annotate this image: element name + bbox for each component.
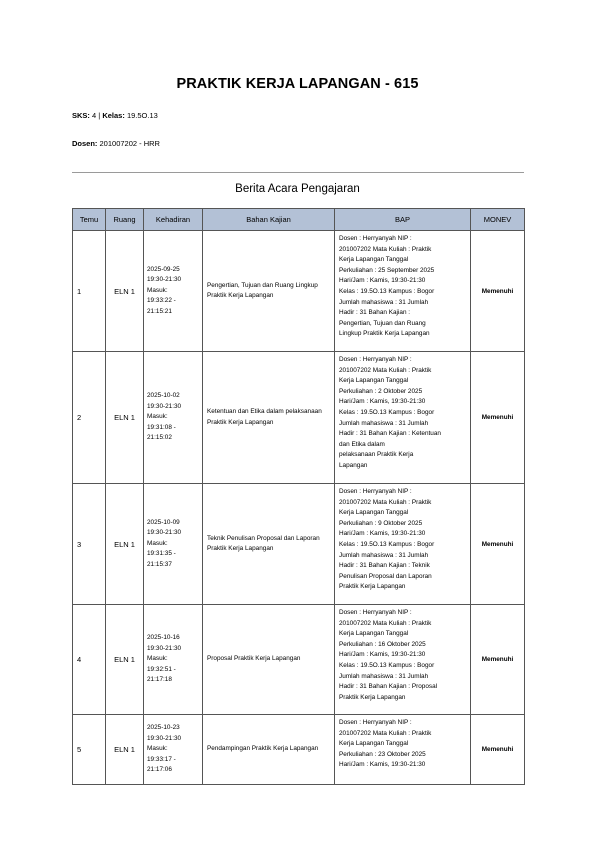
kehadiran-line: Masuk: bbox=[147, 286, 168, 294]
kehadiran-cell bbox=[144, 352, 203, 484]
bap-cell bbox=[335, 231, 471, 352]
bap-line: Pengertian, Tujuan dan Ruang bbox=[339, 319, 426, 327]
kehadiran-line: 19:30-21:30 bbox=[147, 276, 182, 284]
bahan-kajian-cell bbox=[203, 231, 335, 352]
divider bbox=[72, 172, 524, 173]
bap-line: Perkuliahan : 2 Oktober 2025 bbox=[339, 387, 423, 395]
ruang-cell: ELN 1 bbox=[106, 715, 144, 785]
kehadiran-line: 2025-09-25 bbox=[147, 265, 180, 273]
dosen-value: 201007202 - HRR bbox=[99, 139, 160, 148]
kehadiran-line: 2025-10-23 bbox=[147, 724, 180, 732]
kehadiran-line: 19:30-21:30 bbox=[147, 402, 182, 410]
temu-cell: 5 bbox=[73, 715, 106, 785]
bap-line: Perkuliahan : 16 Oktober 2025 bbox=[339, 640, 426, 648]
kehadiran-cell bbox=[144, 605, 203, 715]
bap-line: Lapangan bbox=[339, 461, 368, 469]
monev-cell: Memenuhi bbox=[471, 352, 525, 484]
temu-cell: 4 bbox=[73, 605, 106, 715]
lecturer-meta bbox=[72, 139, 160, 148]
monev-cell: Memenuhi bbox=[471, 715, 525, 785]
column-header-bap: BAP bbox=[335, 209, 471, 231]
bap-line: Jumlah mahasiswa : 31 Jumlah bbox=[339, 419, 429, 427]
bahan-kajian-cell bbox=[203, 715, 335, 785]
table-row bbox=[73, 605, 525, 715]
dosen-label: Dosen: bbox=[72, 139, 98, 148]
table-row bbox=[73, 231, 525, 352]
bap-line: Jumlah mahasiswa : 31 Jumlah bbox=[339, 551, 429, 559]
column-header-monev: MONEV bbox=[471, 209, 525, 231]
kehadiran-line: 19:33:17 - bbox=[147, 755, 176, 763]
kehadiran-line: 19:30-21:30 bbox=[147, 734, 182, 742]
kehadiran-line: 21:15:37 bbox=[147, 560, 172, 568]
bap-cell bbox=[335, 715, 471, 785]
bap-line: 201007202 Mata Kuliah : Praktik bbox=[339, 729, 432, 737]
kehadiran-line: 2025-10-02 bbox=[147, 392, 180, 400]
bap-line: Kerja Lapangan Tanggal bbox=[339, 377, 409, 385]
kehadiran-line: 2025-10-16 bbox=[147, 634, 180, 642]
kelas-value: 19.5O.13 bbox=[126, 111, 158, 120]
bap-line: Hari/Jam : Kamis, 19:30-21:30 bbox=[339, 530, 426, 538]
bap-cell bbox=[335, 605, 471, 715]
bap-line: Perkuliahan : 9 Oktober 2025 bbox=[339, 519, 423, 527]
bap-line: Hari/Jam : Kamis, 19:30-21:30 bbox=[339, 398, 426, 406]
bahan-kajian-cell bbox=[203, 605, 335, 715]
kehadiran-line: 19:30-21:30 bbox=[147, 644, 182, 652]
bahan-kajian-cell bbox=[203, 352, 335, 484]
bap-line: Dosen : Herryanyah NIP : bbox=[339, 356, 412, 363]
kehadiran-line: Masuk: bbox=[147, 413, 168, 421]
bap-line: 201007202 Mata Kuliah : Praktik bbox=[339, 498, 432, 506]
meta-separator: | bbox=[98, 111, 101, 120]
bap-line: Kelas : 19.5O.13 Kampus : Bogor bbox=[339, 661, 435, 669]
bap-line: Perkuliahan : 23 Oktober 2025 bbox=[339, 750, 426, 758]
kehadiran-line: 21:17:18 bbox=[147, 676, 172, 684]
table-row bbox=[73, 352, 525, 484]
bahan-kajian-text: Teknik Penulisan Proposal dan Laporan Praktik Kerja Lapangan bbox=[207, 534, 320, 552]
bap-line: Hari/Jam : Kamis, 19:30-21:30 bbox=[339, 277, 426, 285]
bap-line: Hadir : 31 Bahan Kajian : Proposal bbox=[339, 683, 438, 691]
column-header-kehadiran: Kehadiran bbox=[144, 209, 203, 231]
bahan-kajian-cell bbox=[203, 484, 335, 605]
bap-line: dan Etika dalam bbox=[339, 440, 385, 448]
bap-line: Kerja Lapangan Tanggal bbox=[339, 630, 409, 638]
table-row bbox=[73, 484, 525, 605]
bap-line: pelaksanaan Praktik Kerja bbox=[339, 451, 414, 459]
bap-line: 201007202 Mata Kuliah : Praktik bbox=[339, 619, 432, 627]
bap-line: Dosen : Herryanyah NIP : bbox=[339, 235, 412, 242]
column-header-ruang: Ruang bbox=[106, 209, 144, 231]
kehadiran-line: 19:31:08 - bbox=[147, 423, 176, 431]
bap-line: Hari/Jam : Kamis, 19:30-21:30 bbox=[339, 651, 426, 659]
ruang-cell: ELN 1 bbox=[106, 231, 144, 352]
kehadiran-cell bbox=[144, 231, 203, 352]
bap-line: Kelas : 19.5O.13 Kampus : Bogor bbox=[339, 287, 435, 295]
sks-label: SKS: bbox=[72, 111, 90, 120]
kehadiran-line: Masuk: bbox=[147, 539, 168, 547]
bap-line: Perkuliahan : 25 September 2025 bbox=[339, 266, 435, 274]
bap-table bbox=[72, 208, 525, 785]
bap-line: Dosen : Herryanyah NIP : bbox=[339, 719, 412, 726]
monev-cell: Memenuhi bbox=[471, 231, 525, 352]
bap-line: Dosen : Herryanyah NIP : bbox=[339, 488, 412, 495]
bap-line: Hadir : 31 Bahan Kajian : Teknik bbox=[339, 562, 430, 570]
bap-line: Hadir : 31 Bahan Kajian : bbox=[339, 309, 411, 317]
bap-line: Praktik Kerja Lapangan bbox=[339, 583, 406, 591]
kehadiran-line: 21:17:06 bbox=[147, 766, 172, 774]
ruang-cell: ELN 1 bbox=[106, 484, 144, 605]
bahan-kajian-text: Pendampingan Praktik Kerja Lapangan bbox=[207, 745, 319, 753]
bap-line: Jumlah mahasiswa : 31 Jumlah bbox=[339, 672, 429, 680]
bap-line: Hari/Jam : Kamis, 19:30-21:30 bbox=[339, 761, 426, 769]
bap-line: Penulisan Proposal dan Laporan bbox=[339, 572, 432, 580]
kehadiran-line: 2025-10-09 bbox=[147, 518, 180, 526]
kehadiran-line: 21:15:02 bbox=[147, 434, 172, 442]
kelas-label: Kelas: bbox=[102, 111, 125, 120]
temu-cell: 3 bbox=[73, 484, 106, 605]
bap-line: Jumlah mahasiswa : 31 Jumlah bbox=[339, 298, 429, 306]
monev-cell: Memenuhi bbox=[471, 605, 525, 715]
ruang-cell: ELN 1 bbox=[106, 352, 144, 484]
table-row bbox=[73, 715, 525, 785]
sks-value: 4 bbox=[92, 111, 97, 120]
bahan-kajian-text: Pengertian, Tujuan dan Ruang Lingkup Praktik Kerja Lapangan bbox=[207, 281, 318, 299]
temu-cell: 2 bbox=[73, 352, 106, 484]
temu-cell: 1 bbox=[73, 231, 106, 352]
kehadiran-line: Masuk: bbox=[147, 745, 168, 753]
column-header-temu: Temu bbox=[73, 209, 106, 231]
bap-cell bbox=[335, 484, 471, 605]
kehadiran-cell bbox=[144, 484, 203, 605]
bahan-kajian-text: Proposal Praktik Kerja Lapangan bbox=[207, 655, 301, 663]
bap-line: Kerja Lapangan Tanggal bbox=[339, 509, 409, 517]
bap-line: Dosen : Herryanyah NIP : bbox=[339, 609, 412, 616]
kehadiran-cell bbox=[144, 715, 203, 785]
kehadiran-line: 19:33:22 - bbox=[147, 297, 176, 305]
bap-line: Lingkup Praktik Kerja Lapangan bbox=[339, 330, 430, 338]
kehadiran-line: 19:31:35 - bbox=[147, 550, 176, 558]
table-header-row bbox=[73, 209, 525, 231]
bap-line: Hadir : 31 Bahan Kajian : Ketentuan bbox=[339, 430, 441, 438]
bap-line: Kerja Lapangan Tanggal bbox=[339, 256, 409, 264]
page-title: PRAKTIK KERJA LAPANGAN - 615 bbox=[176, 76, 419, 92]
bap-line: Kelas : 19.5O.13 Kampus : Bogor bbox=[339, 408, 435, 416]
course-meta bbox=[72, 111, 158, 120]
column-header-bahan-kajian: Bahan Kajian bbox=[203, 209, 335, 231]
section-title: Berita Acara Pengajaran bbox=[235, 183, 360, 195]
monev-cell: Memenuhi bbox=[471, 484, 525, 605]
kehadiran-line: 21:15:21 bbox=[147, 307, 172, 315]
bap-line: Kerja Lapangan Tanggal bbox=[339, 740, 409, 748]
bahan-kajian-text: Ketentuan dan Etika dalam pelaksanaan Praktik Kerja Lapangan bbox=[207, 408, 322, 426]
bap-line: Kelas : 19.5O.13 Kampus : Bogor bbox=[339, 540, 435, 548]
bap-line: 201007202 Mata Kuliah : Praktik bbox=[339, 245, 432, 253]
bap-line: 201007202 Mata Kuliah : Praktik bbox=[339, 366, 432, 374]
kehadiran-line: 19:32:51 - bbox=[147, 665, 176, 673]
bap-line: Praktik Kerja Lapangan bbox=[339, 693, 406, 701]
kehadiran-line: 19:30-21:30 bbox=[147, 529, 182, 537]
bap-cell bbox=[335, 352, 471, 484]
kehadiran-line: Masuk: bbox=[147, 655, 168, 663]
ruang-cell: ELN 1 bbox=[106, 605, 144, 715]
